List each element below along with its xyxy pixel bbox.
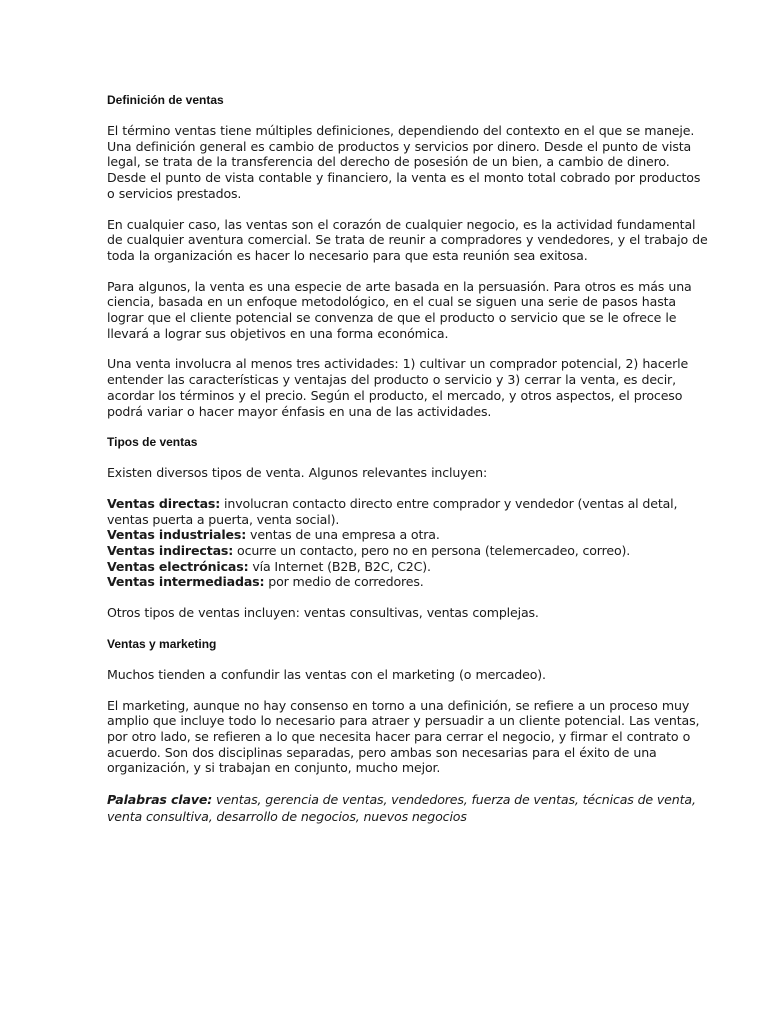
list-item-desc: vía Internet (B2B, B2C, C2C). xyxy=(248,558,431,574)
keywords-label: Palabras clave: xyxy=(107,792,213,808)
list-item-term: Ventas intermediadas: xyxy=(107,574,265,590)
list-item xyxy=(107,559,708,575)
paragraph: Existen diversos tipos de venta. Algunos relevantes incluyen: xyxy=(107,465,488,481)
paragraph: En cualquier caso, las ventas son el corazón de cualquier negocio, es la actividad fundamental de cualquier aventura comercial. Se trata de reunir a compradores y vendedores, y el trabajo de toda la organización es hacer lo necesario para que esta reunión sea exitosa. xyxy=(107,216,708,263)
paragraph: Para algunos, la venta es una especie de arte basada en la persuasión. Para otros es más una ciencia, basada en un enfoque metodológico, en el cual se siguen una serie de pasos hasta lograr que el cliente potencial se convenza de que el producto o servicio que se le ofrece le llevará a lograr sus objetivos en una forma económica. xyxy=(107,278,692,341)
paragraph: Una venta involucra al menos tres actividades: 1) cultivar un comprador potencial, 2) hacerle entender las características y ventajas del producto o servicio y 3) cerrar la venta, es decir, acordar los términos y el precio. Según el producto, el mercado, y otros aspectos, el proceso podrá variar o hacer mayor énfasis en una de las actividades. xyxy=(107,356,689,419)
paragraph: Otros tipos de ventas incluyen: ventas consultivas, ventas complejas. xyxy=(107,605,539,621)
paragraph: Muchos tienden a confundir las ventas con el marketing (o mercadeo). xyxy=(107,666,546,682)
list-item-desc: ventas de una empresa a otra. xyxy=(246,527,440,543)
keywords xyxy=(107,791,708,825)
paragraph: El término ventas tiene múltiples definiciones, dependiendo del contexto en el que se maneje. Una definición general es cambio de productos y servicios por dinero. Desde el punto de vista legal, se trata de la transferencia del derecho de posesión de un bien, a cambio de dinero. Desde el punto de vista contable y financiero, la venta es el monto total cobrado por productos o servicios prestados. xyxy=(107,123,701,201)
list-item-term: Ventas industriales: xyxy=(107,527,247,543)
keywords-text: ventas, gerencia de ventas, vendedores, fuerza de ventas, técnicas de venta, venta consultiva, desarrollo de negocios, nuevos negocios xyxy=(107,792,696,825)
list-item xyxy=(107,496,708,527)
list-item xyxy=(107,527,708,543)
list-item-desc: por medio de corredores. xyxy=(264,574,424,590)
list-item-term: Ventas indirectas: xyxy=(107,543,234,559)
list-item xyxy=(107,574,708,590)
list-item-desc: involucran contacto directo entre comprador y vendedor (ventas al detal, ventas puerta a puerta, venta social). xyxy=(107,495,678,527)
list-item-term: Ventas directas: xyxy=(107,495,221,511)
list-item-desc: ocurre un contacto, pero no en persona (telemercadeo, correo). xyxy=(233,543,631,559)
list-item xyxy=(107,543,708,559)
section-title-tipos: Tipos de ventas xyxy=(107,435,198,450)
paragraph: El marketing, aunque no hay consenso en torno a una definición, se refiere a un proceso muy amplio que incluye todo lo necesario para atraer y persuadir a un cliente potencial. Las ventas, por otro lado, se refieren a lo que necesita hacer para cerrar el negocio, y firmar el contrato o acuerdo. Son dos disciplinas separadas, pero ambas son necesarias para el éxito de una organización, y si trabajan en conjunto, mucho mejor. xyxy=(107,697,700,776)
section-title-marketing: Ventas y marketing xyxy=(107,636,217,651)
section-title-definicion: Definición de ventas xyxy=(107,93,224,107)
list-item-term: Ventas electrónicas: xyxy=(107,558,249,574)
sales-types-list xyxy=(107,496,708,590)
